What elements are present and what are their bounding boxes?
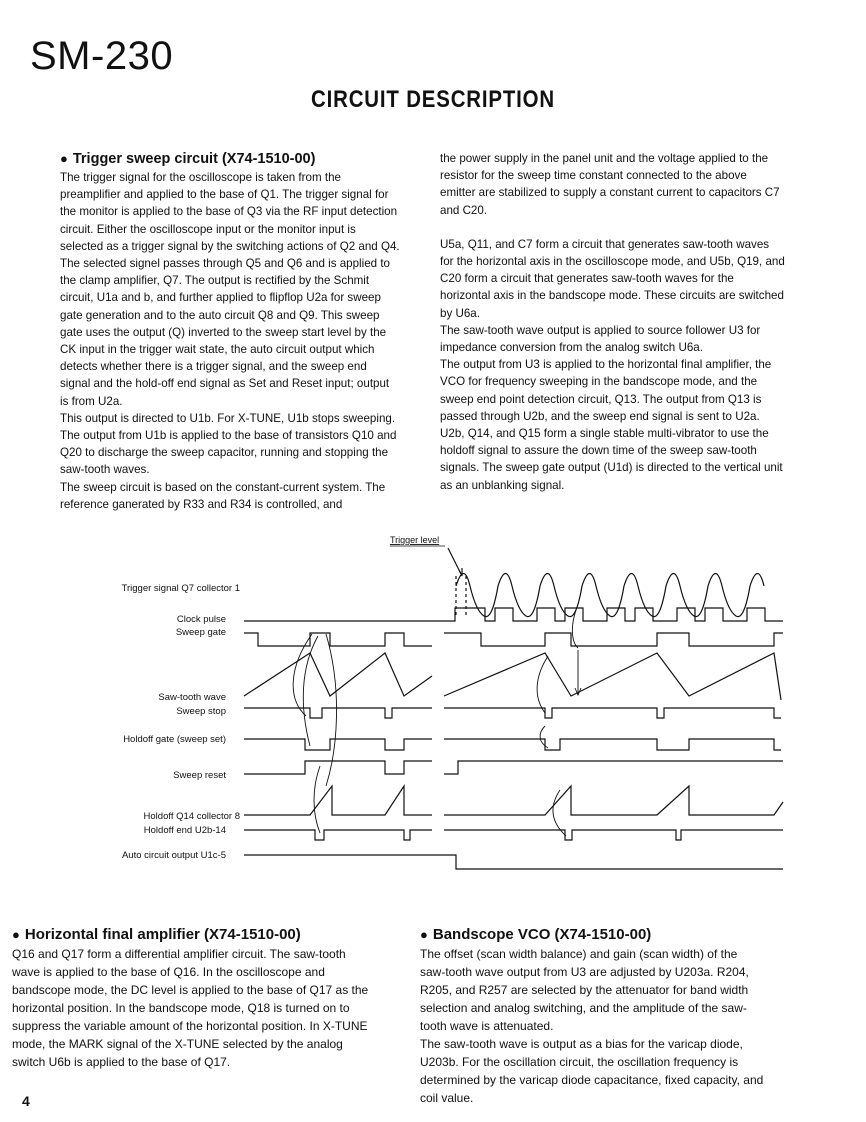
paragraph: The offset (scan width balance) and gain (scan width) of the saw-tooth wave output from U3 are adjusted by U203a. R204, R205, and R257 are selected by the attenuator for band width selection and analog switching, and the amplitude of the saw-tooth wave is attenuated.: [420, 947, 749, 1033]
signal-label: Clock pulse: [176, 614, 226, 625]
page-number: 4: [22, 1093, 30, 1109]
paragraph: The trigger signal for the oscilloscope is taken from the preamplifier and applied to the base of Q1. The trigger signal for the monitor is applied to the base of Q3 via the RF input detection circuit. Either the oscilloscope input or the monitor input is selected as a trigger signal by the switching actions of Q2 and Q4. The selected signel passes through Q5 and Q6 and is applied to the clamp amplifier, Q7. The output is rectified by the Schmit circuit, U1a and b, and further applied to flipflop U2a for sweep gate generation and to the auto circuit Q8 and Q9. This sweep gate uses the output (Q) inverted to the sweep start level by the CK input in the trigger wait state, the auto circuit output which detects whether there is a trigger signal, and the sweep end signal and the hold-off end signal as Set and Reset input; output is from U2a.: [60, 171, 400, 408]
section-heading: [420, 926, 765, 944]
signal-label: Saw-tooth wave: [158, 692, 226, 703]
paragraph: The saw-tooth wave is output as a bias for the varicap diode, U203b. For the oscillation circuit, the oscillation frequency is determined by the varicap diode capacitance, fixed capacity, and coil value.: [420, 1037, 764, 1105]
signal-label: Holdoff end U2b-14: [143, 825, 226, 836]
signal-label: Sweep gate: [175, 627, 226, 638]
signal-label: Holdoff Q14 collector 8: [143, 811, 240, 822]
model-number: SM-230: [30, 34, 174, 78]
signal-label: Auto circuit output U1c-5: [121, 850, 226, 861]
paragraph: The output from U3 is applied to the horizontal final amplifier, the VCO for frequency sweeping in the bandscope mode, and the sweep end point detection circuit, Q13. The output from Q13 is passed through U2b, and the sweep end signal is sent to U2a. U2b, Q14, and Q15 form a single stable multi-vibrator to use the holdoff signal to assure the down time of the sweep saw-tooth signals. The sweep gate output (U1d) is directed to the vertical unit as an unblanking signal.: [440, 358, 783, 492]
bandscope-vco-section: [420, 926, 765, 1107]
bullet-icon: ●: [60, 151, 68, 166]
trigger-level-label: Trigger level: [390, 535, 440, 545]
trigger-sweep-continued: [440, 150, 785, 494]
timing-diagram: [0, 528, 866, 878]
page-title: CIRCUIT DESCRIPTION: [311, 86, 555, 113]
section-heading: [12, 926, 377, 944]
horizontal-amp-section: [12, 926, 377, 1071]
horizontal-heading: Horizontal final amplifier (X74-1510-00): [24, 926, 301, 943]
section-heading: [60, 150, 400, 168]
paragraph: the power supply in the panel unit and the voltage applied to the resistor for the sweep time constant connected to the above emitter are stabilized to supply a constant current to capacitors C7 and C20.: [440, 152, 780, 217]
bullet-icon: ●: [12, 927, 20, 942]
signal-label: Sweep stop: [176, 706, 226, 717]
paragraph: The saw-tooth wave output is applied to source follower U3 for impedance conversion from the analog switch U6a.: [440, 323, 761, 355]
signal-label: Sweep reset: [173, 770, 226, 781]
trigger-heading: Trigger sweep circuit (X74-1510-00): [72, 151, 316, 167]
bullet-icon: ●: [420, 927, 428, 942]
paragraph: Q16 and Q17 form a differential amplifier circuit. The saw-tooth wave is applied to the base of Q16. In the oscilloscope and bandscope mode, the DC level is applied to the base of Q17 as the horizontal position. In the bandscope mode, Q18 is turned on to suppress the variable amount of the horizontal position. In X-TUNE mode, the MARK signal of the X-TUNE selected by the analog switch U6b is applied to the base of Q17.: [12, 947, 369, 1069]
signal-label: Holdoff gate (sweep set): [123, 734, 226, 745]
paragraph: This output is directed to U1b. For X-TUNE, U1b stops sweeping. The output from U1b is applied to the base of transistors Q10 and Q20 to discharge the sweep capacitor, running and stopping the saw-tooth waves.: [60, 411, 397, 477]
paragraph: The sweep circuit is based on the constant-current system. The reference ganerated by R33 and R34 is controlled, and: [60, 480, 386, 511]
vco-heading: Bandscope VCO (X74-1510-00): [432, 926, 652, 943]
trigger-sweep-section: [60, 150, 400, 513]
paragraph: U5a, Q11, and C7 form a circuit that generates saw-tooth waves for the horizontal axis in the oscilloscope mode, and U5b, Q19, and C20 form a circuit that generates saw-tooth waves for the horizontal axis in the bandscope mode. These circuits are switched by U6a.: [440, 237, 785, 320]
signal-label: Trigger signal Q7 collector 1: [121, 583, 240, 594]
